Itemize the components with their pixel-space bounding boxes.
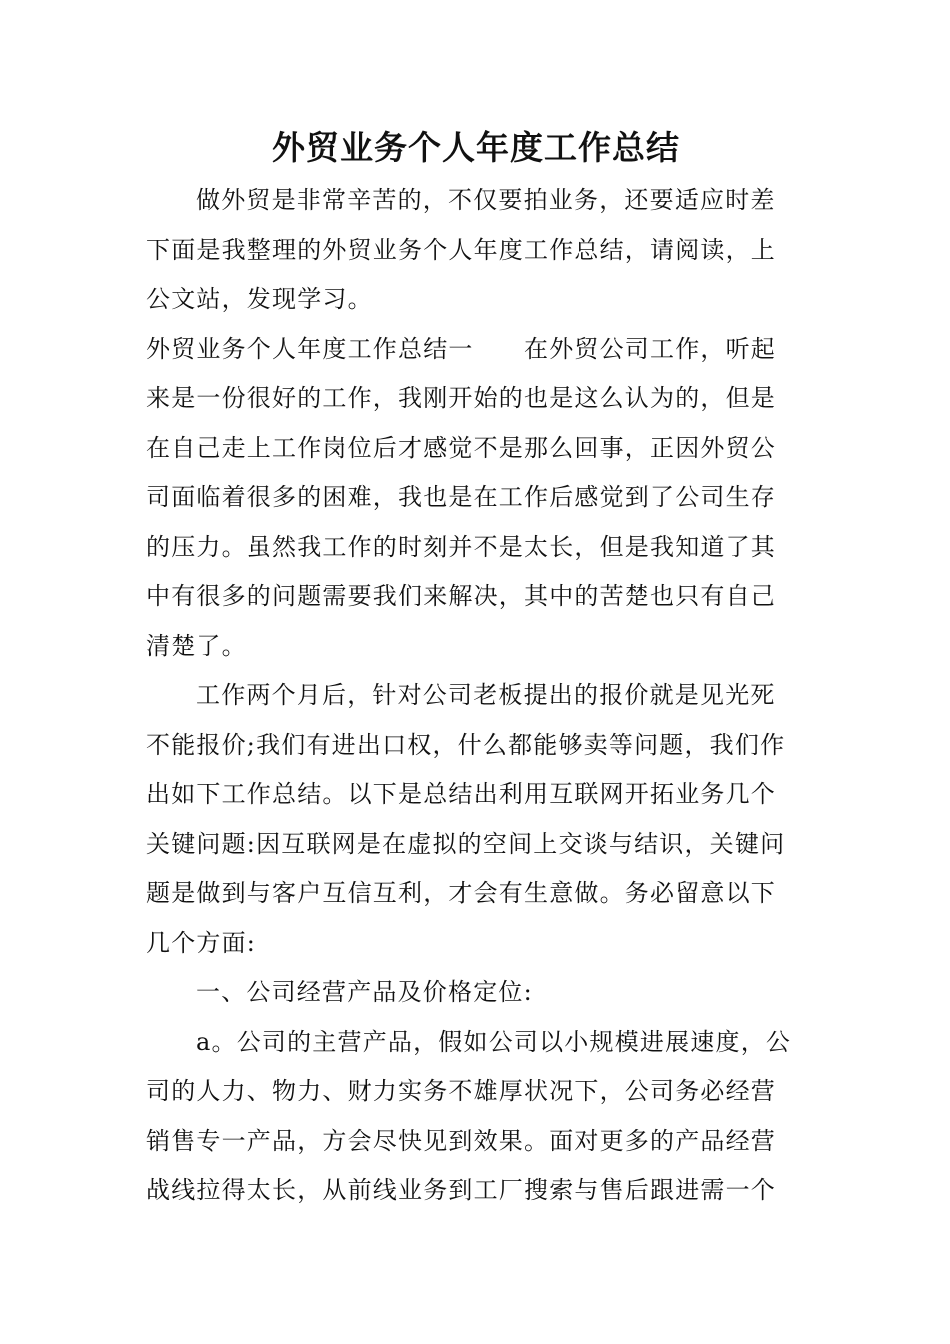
text-line: 司的人力、物力、财力实务不雄厚状况下，公司务必经营 [146,1077,776,1105]
text-line: 下面是我整理的外贸业务个人年度工作总结，请阅读，上 [146,235,776,264]
text-line: 来是一份很好的工作，我刚开始的也是这么认为的，但是 [146,384,776,412]
text-line: 不能报价;我们有进出口权，什么都能够卖等问题，我们作 [146,730,786,759]
text-line: 关键问题:因互联网是在虚拟的空间上交谈与结识，关键问 [146,829,786,858]
text-line: 清楚了。 [146,631,247,660]
paragraph-work-summary [146,671,806,968]
text-line: 做外贸是非常辛苦的，不仅要拍业务，还要适应时差 [196,186,776,214]
text-line: 的压力。虽然我工作的时刻并不是太长，但是我知道了其 [146,532,776,561]
text-line: 战线拉得太长，从前线业务到工厂搜索与售后跟进需一个 [146,1176,776,1204]
text-line: 几个方面: [146,928,257,957]
text-line: a。公司的主营产品，假如公司以小规模进展速度，公 [196,1027,792,1056]
text-line: 题是做到与客户互信互利，才会有生意做。务必留意以下 [146,879,776,907]
section-heading-one [146,968,806,1018]
text-line: 出如下工作总结。以下是总结出利用互联网开拓业务几个 [146,780,776,808]
text-line: 司面临着很多的困难，我也是在工作后感觉到了公司生存 [146,483,776,511]
paragraph-item-a [146,1018,806,1216]
text-line: 一、公司经营产品及价格定位: [196,978,533,1006]
text-line: 中有很多的问题需要我们来解决，其中的苦楚也只有自己 [146,582,776,610]
text-line: 销售专一产品，方会尽快见到效果。面对更多的产品经营 [146,1126,776,1155]
paragraph-intro [146,176,806,325]
text-line: 工作两个月后，针对公司老板提出的报价就是见光死 [196,681,776,709]
document-title: 外贸业务个人年度工作总结 [272,128,680,167]
text-line: 外贸业务个人年度工作总结一 在外贸公司工作，听起 [146,334,776,363]
text-line: 在自己走上工作岗位后才感觉不是那么回事，正因外贸公 [146,433,776,462]
text-line: 公文站，发现学习。 [146,285,373,313]
paragraph-section-one [146,325,806,672]
document-page [146,120,806,1216]
